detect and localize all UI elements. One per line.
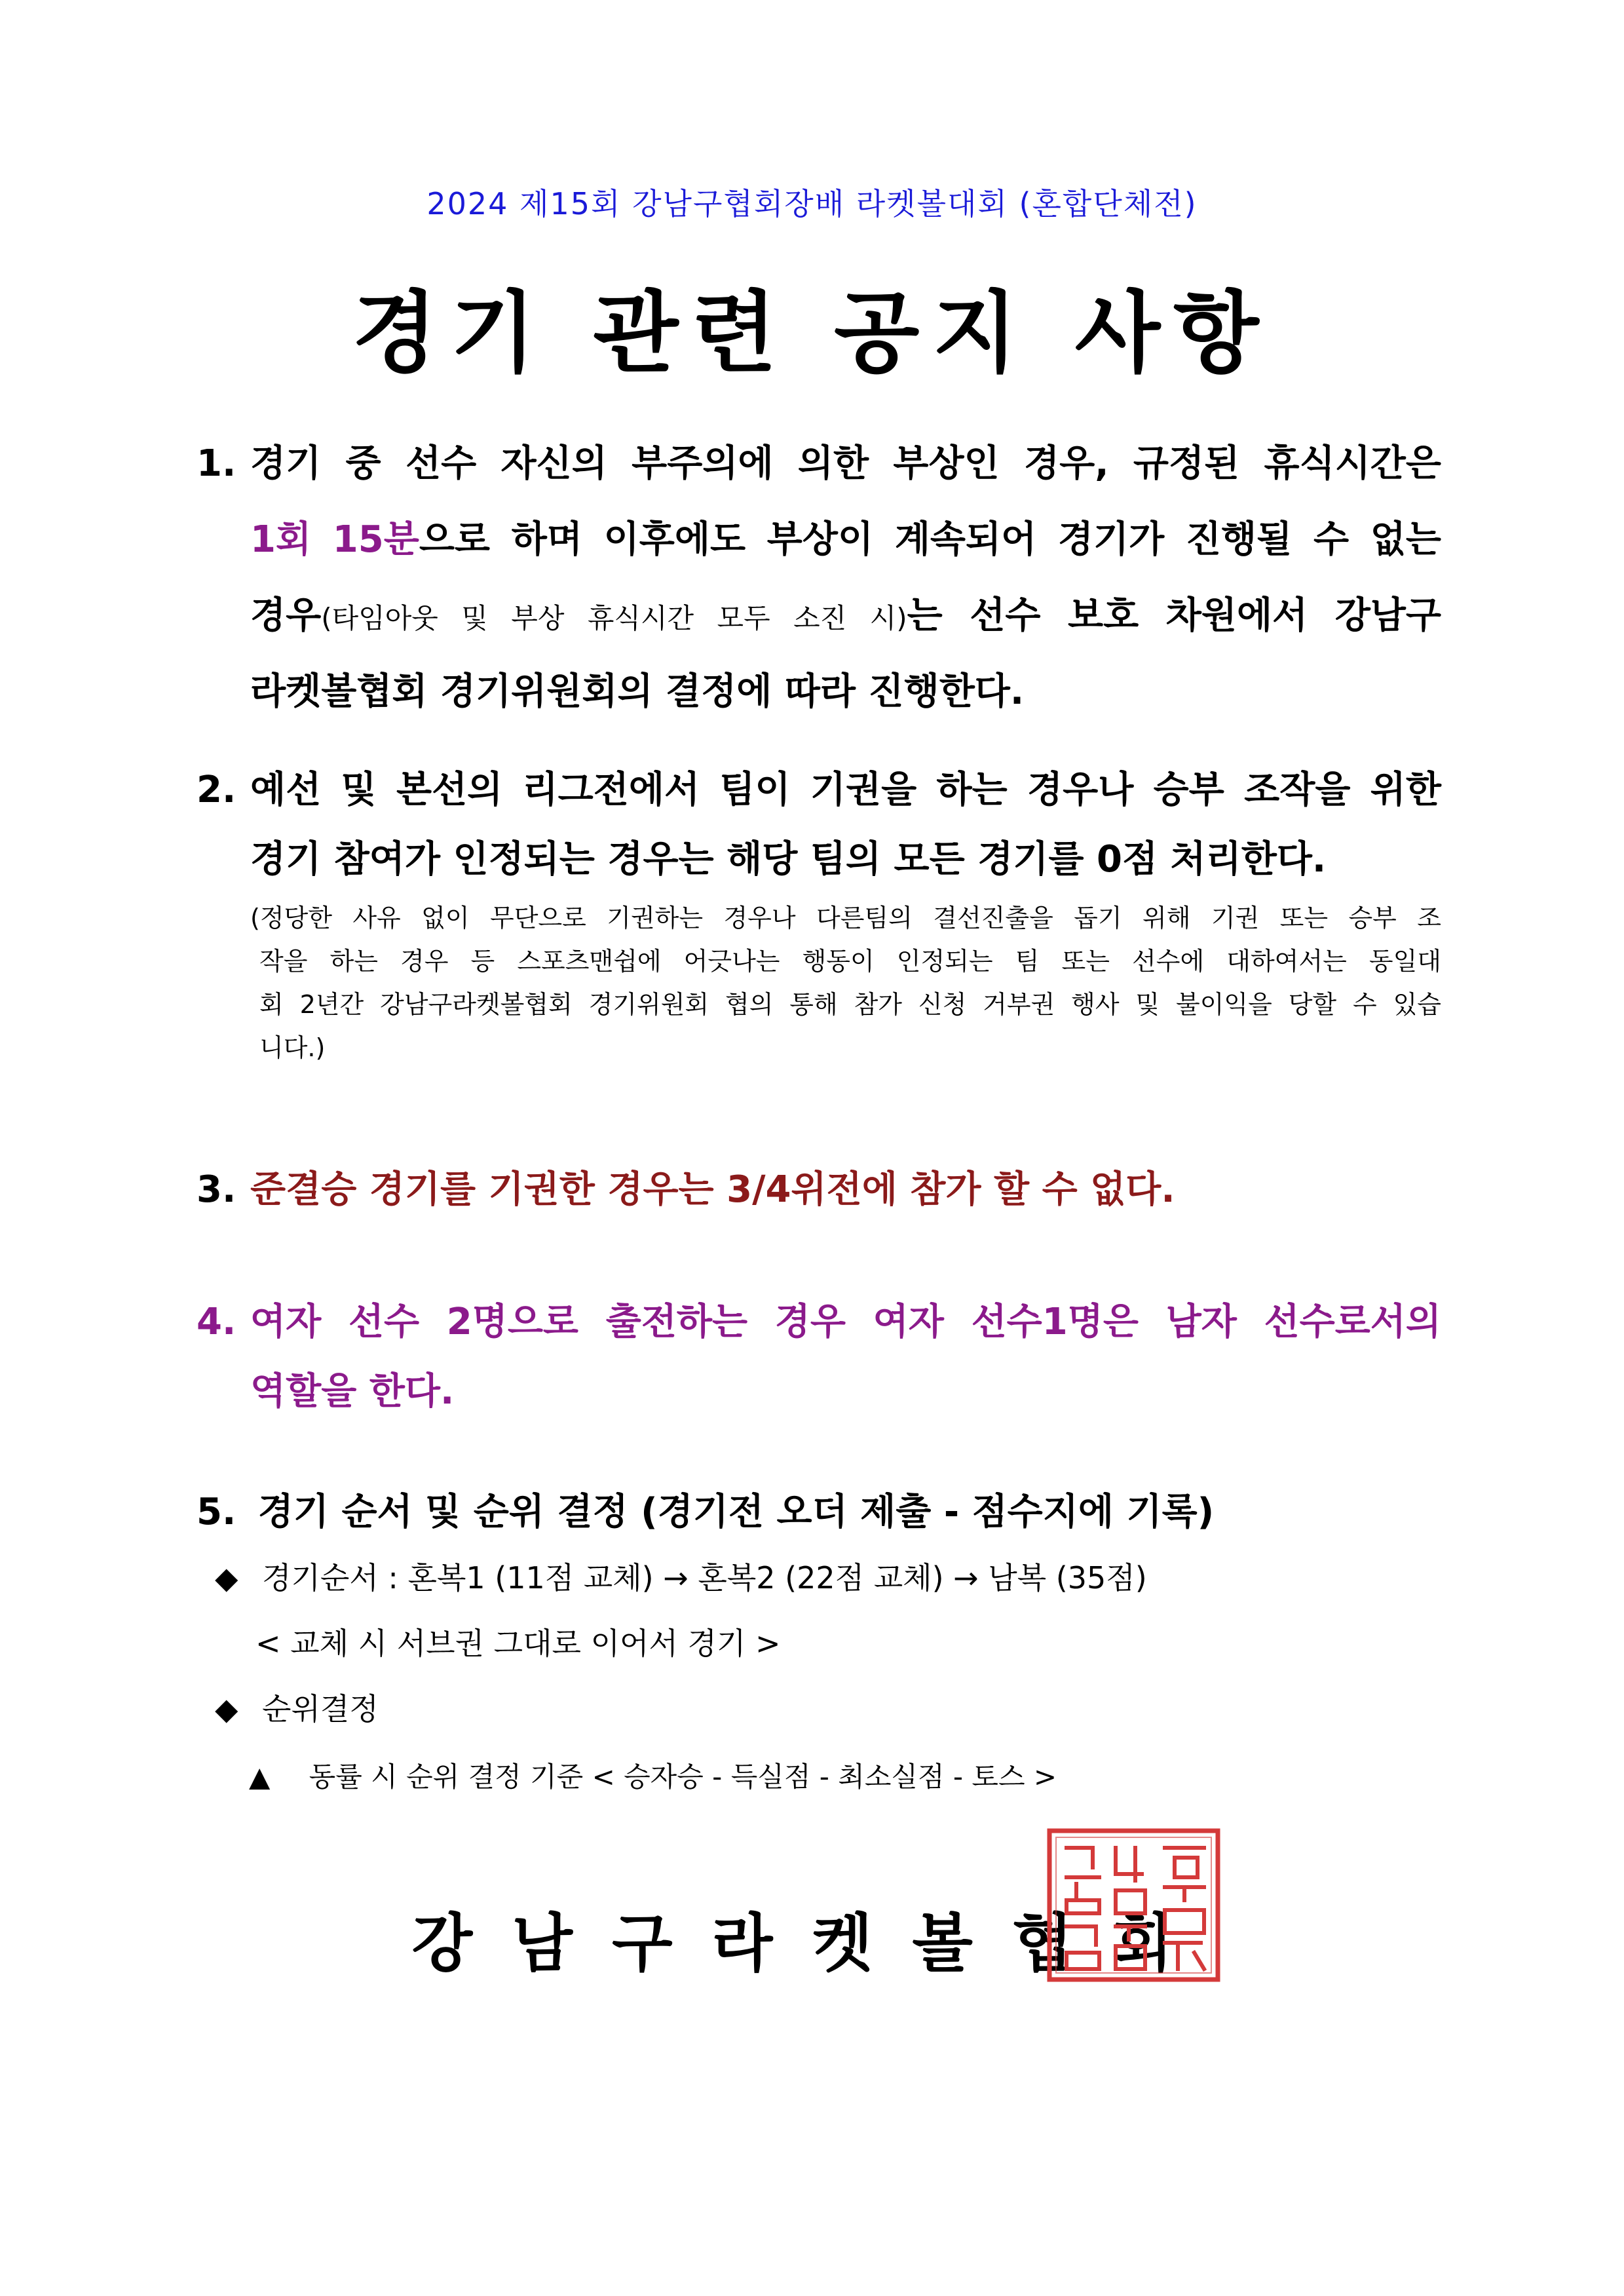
item-2-note-line-3: 회 2년간 강남구라켓볼협회 경기위원회 협의 통해 참가 신청 거부권 행사 및 불이익을 당할 수 있습 [259,990,1441,1019]
official-seal-icon [1047,1828,1220,1982]
item-1-line-1: 경기 중 선수 자신의 부주의에 의한 부상인 경우, 규정된 휴식시간은 [250,442,1441,485]
item-number: 1. [197,442,236,485]
item-2-note-line-4: 니다.) [259,1033,326,1062]
item-number: 3. [197,1168,236,1211]
tiebreak-row [249,1751,1057,1803]
game-order-row [215,1545,1147,1611]
item-5-heading-row [197,1474,1214,1550]
rest-time-highlight: 1회 15분 [250,518,419,561]
item-2-note-line-2: 작을 하는 경우 등 스포츠맨쉽에 어긋나는 행동이 인정되는 팀 또는 선수에 대하여서는 동일대 [259,947,1441,976]
item-5-heading: 경기 순서 및 순위 결정 (경기전 오더 제출 - 점수지에 기록) [257,1491,1215,1533]
item-1-line-3-b: 는 선수 보호 차원에서 강남구 [907,594,1441,637]
item-2-note-line-1: (정당한 사유 없이 무단으로 기권하는 경우나 다른팀의 결선진출을 돕기 위해 기권 또는 승부 조 [250,904,1441,932]
item-number: 5. [197,1491,236,1533]
serve-note: < 교체 시 서브권 그대로 이어서 경기 > [255,1626,781,1661]
item-3-text: 준결승 경기를 기권한 경우는 3/4위전에 참가 할 수 없다. [250,1168,1175,1211]
item-2-line-1: 예선 및 본선의 리그전에서 팀이 기권을 하는 경우나 승부 조작을 위한 [250,769,1441,811]
item-2-line-2: 경기 참여가 인정되는 경우는 해당 팀의 모든 경기를 0점 처리한다. [250,838,1327,881]
event-subtitle: 2024 제15회 강남구협회장배 라켓볼대회 (혼합단체전) [426,186,1198,221]
tiebreak-text: 동률 시 순위 결정 기준 < 승자승 - 득실점 - 최소실점 - 토스 > [309,1761,1057,1793]
triangle-bullet-icon: ▲ [249,1761,271,1793]
ranking-row [215,1676,379,1742]
ranking-label: 순위결정 [262,1691,379,1727]
organization-name: 강남구라켓볼협회 [411,1907,1213,1980]
item-number: 4. [197,1301,236,1343]
item-1-line-2 [250,502,1441,578]
diamond-bullet-icon: ◆ [215,1691,238,1727]
diamond-bullet-icon: ◆ [215,1560,238,1596]
item-4-line-1: 여자 선수 2명으로 출전하는 경우 여자 선수1명은 남자 선수로서의 [250,1301,1441,1343]
item-1-line-4: 라켓볼협회 경기위원회의 결정에 따라 진행한다. [250,670,1025,713]
game-order-text: 경기순서 : 혼복1 (11점 교체) → 혼복2 (22점 교체) → 남복 (35점) [262,1560,1147,1596]
page-title: 경기 관련 공지 사항 [352,282,1272,385]
item-1-line-2-rest: 으로 하며 이후에도 부상이 계속되어 경기가 진행될 수 없는 [419,518,1441,561]
item-1-line-3 [250,578,1441,657]
item-number: 2. [197,769,236,811]
item-4-line-2: 역할을 한다. [250,1370,455,1413]
item-1-parenthetical: (타임아웃 및 부상 휴식시간 모두 소진 시) [321,602,907,634]
item-1-line-3-a: 경우 [250,594,322,637]
